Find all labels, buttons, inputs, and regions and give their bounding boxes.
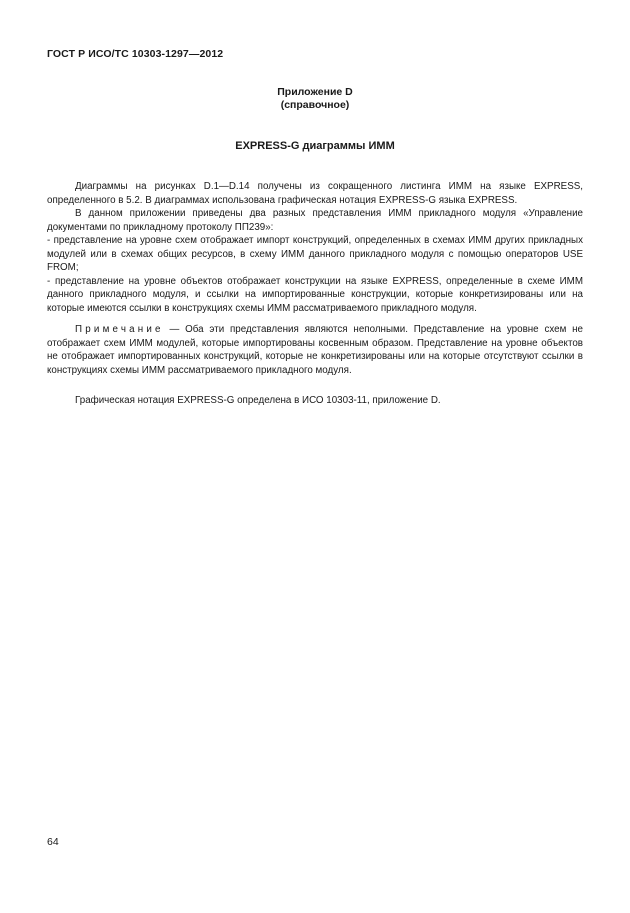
- list-item-object-level: - представление на уровне объектов отображает конструкции на языке EXPRESS, определенные в схеме ИММ данного прикладного модуля, и ссылки на импортированные конструкции, которые конкретизированы или на которые имеются ссылки в конструкциях схемы ИММ рассматриваемого прикладного модуля.: [47, 275, 583, 314]
- note-paragraph: [47, 323, 583, 377]
- notation-paragraph: Графическая нотация EXPRESS-G определена в ИСО 10303-11, приложение D.: [75, 395, 441, 406]
- list-item-schema-level: - представление на уровне схем отображает импорт конструкций, определенных в схемах ИММ других прикладных модулей или в схемах общих ресурсов, в схему ИММ данного прикладного модуля с помощью операторов USE FROM;: [47, 235, 583, 273]
- main-body: [47, 180, 583, 315]
- section-title: EXPRESS-G диаграммы ИММ: [235, 140, 395, 152]
- appendix-title: Приложение D: [277, 86, 353, 98]
- note-block: [47, 323, 583, 377]
- note-label: Примечание: [75, 324, 164, 335]
- document-header: ГОСТ Р ИСО/ТС 10303-1297—2012: [47, 48, 224, 60]
- note-text: — Оба эти представления являются неполными. Представление на уровне схем не отображает схем ИММ модулей, которые импортированы косвенным образом. Представление на уровне объектов не отображает импортированных конструкций, которые не конкретизированы или на которые отсутствуют ссылки в конструкциях схемы ИММ рассматриваемого прикладного модуля.: [47, 324, 583, 376]
- paragraph-representations: В данном приложении приведены два разных представления ИММ прикладного модуля «Управление документами по прикладному протоколу ПП239»:: [47, 208, 583, 233]
- notation-block: [47, 394, 583, 408]
- page-number: 64: [47, 836, 59, 848]
- appendix-subtitle: (справочное): [280, 99, 350, 111]
- paragraph-intro: Диаграммы на рисунках D.1—D.14 получены из сокращенного листинга ИММ на языке EXPRESS, определенного в 5.2. В диаграммах использована графическая нотация EXPRESS-G языка EXPRESS.: [47, 181, 583, 206]
